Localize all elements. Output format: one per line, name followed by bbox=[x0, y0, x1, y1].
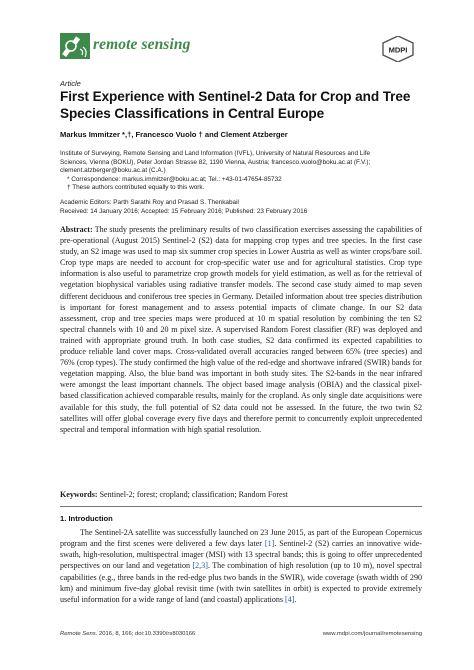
intro-text: The Sentinel-2A satellite was successfully launched on 23 June 2015, as part of the European Copernicus program and the first scenes were delivered a few days later bbox=[60, 528, 422, 549]
journal-name: remote sensing bbox=[93, 36, 191, 53]
citation-link[interactable]: [2,3] bbox=[192, 561, 208, 571]
intro-text: . The combination of high resolution (up to 10 m), novel spectral capabilities (e.g., three bands in the red-edge plus two bands in the SWIR), wide coverage (swath width of 290 km) and minimum five-day global revisit time (with twin satellites in orbit) is expected to provide extremely useful information for a wide range of land (and coastal) applications bbox=[60, 561, 422, 604]
section-heading: 1. Introduction bbox=[60, 514, 113, 523]
article-type: Article bbox=[60, 79, 81, 88]
academic-editors: Academic Editors: Parth Sarathi Roy and Prasad S. Thenkabail bbox=[60, 199, 239, 206]
journal-abbrev: Remote Sens. bbox=[60, 631, 98, 637]
abstract-text: The study presents the preliminary results of two classification exercises assessing the capabilities of pre-operational (August 2015) Sentinel-2 (S2) data for mapping crop types and tree species. In the first case study, an S2 image was used to map six summer crop species in Lower Austria as well as winter crops/bare soil. Crop type maps are needed to account for crop-specific water use and for agricultural statistics. Crop type information is also useful to parametrize crop growth models for yield estimation, as well as for the retrieval of vegetation biophysical variables using radiative transfer models. The second case study aimed to map seven different deciduous and coniferous tree species in Germany. Detailed information about tree species distribution is important for forest management and to assess potential impacts of climate change. In our S2 data assessment, crop and tree species maps were produced at 10 m spatial resolution by combining the ten S2 spectral channels with 10 and 20 m pixel size. A supervised Random Forest classifier (RF) was deployed and trained with appropriate ground truth. In both case studies, S2 data confirmed its expected capabilities to produce reliable land cover maps. Cross-validated overall accuracies ranged between 65% (tree species) and 76% (crop types). The study confirmed the high value of the red-edge and shortwave infrared (SWIR) bands for vegetation mapping. Also, the blue band was important in both study sites. The S2-bands in the near infrared were amongst the least important channels. The object based image analysis (OBIA) and the classical pixel-based classification achieved comparable results, mainly for the cropland. As only single date acquisitions were available for this study, the full potential of S2 data could not be assessed. In the future, the two twin S2 satellites will offer global coverage every five days and therefore permit to concurrently exploit unprecedented spectral and temporal information with high spatial resolution. bbox=[60, 225, 422, 434]
paper-title: First Experience with Sentinel-2 Data for Crop and Tree Species Classifications in Central Europe bbox=[60, 89, 411, 121]
introduction-body bbox=[60, 527, 422, 605]
affiliation-line: clement.atzberger@boku.ac.at (C.A.) bbox=[60, 167, 166, 175]
affiliation-line: Institute of Surveying, Remote Sensing and Land Information (IVFL), University of Natural Resources and Life bbox=[60, 150, 371, 157]
keywords bbox=[60, 489, 422, 500]
citation-link[interactable]: [4] bbox=[285, 594, 295, 604]
intro-text: . Sentinel-2 (S2) carries an innovative wide-swath, high-resolution, multispectral imager (MSI) with 13 spectral bands; this is going to offer unprecedented perspectives on our land and vegetation bbox=[60, 539, 422, 571]
publication-dates: Received: 14 January 2016; Accepted: 15 February 2016; Published: 23 February 2016 bbox=[60, 207, 308, 215]
publisher-logo-icon bbox=[382, 36, 414, 62]
intro-text: . bbox=[294, 594, 297, 604]
footer-citation bbox=[60, 631, 195, 637]
affiliation-line: Sciences, Vienna (BOKU), Peter Jordan Strasse 82, 1190 Vienna, Austria; francesco.vuolo@boku.ac.at (F.V.); bbox=[60, 158, 371, 166]
publisher-name: MDPI bbox=[388, 45, 408, 55]
journal-logo-icon bbox=[60, 33, 90, 59]
equal-contribution-note: † These authors contributed equally to this work. bbox=[67, 184, 205, 192]
abstract-label: Abstract: bbox=[60, 225, 93, 234]
citation-link[interactable]: [1] bbox=[264, 539, 275, 549]
abstract bbox=[60, 224, 422, 435]
publication-meta bbox=[60, 199, 420, 216]
author-list: Markus Immitzer *,†, Francesco Vuolo † and Clement Atzberger bbox=[60, 130, 288, 139]
correspondence-note: * Correspondence: markus.immitzer@boku.ac.at; Tel.: +43-01-47654-85732 bbox=[67, 175, 282, 183]
keywords-text: Sentinel-2; forest; cropland; classification; Random Forest bbox=[99, 490, 288, 499]
footer-website[interactable]: www.mdpi.com/journal/remotesensing bbox=[322, 631, 422, 637]
keywords-label: Keywords: bbox=[60, 490, 98, 499]
citation-text: 2016, 8, 166; doi:10.3390/rs8030166 bbox=[98, 631, 196, 637]
affiliation-block bbox=[60, 150, 422, 193]
section-divider bbox=[60, 506, 422, 507]
